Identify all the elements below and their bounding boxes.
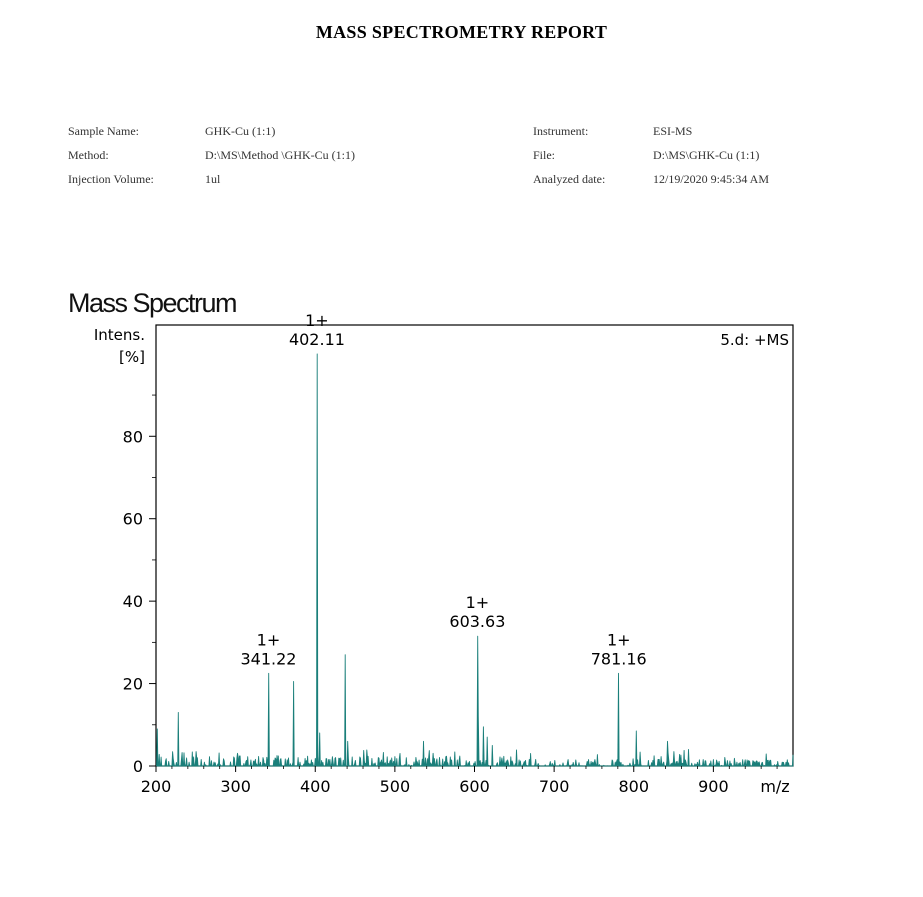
method-value: D:\MS\Method \GHK-Cu (1:1) bbox=[205, 148, 355, 162]
peak-labels bbox=[240, 311, 646, 668]
peak-charge-label: 1+ bbox=[256, 630, 281, 650]
peak-mz-label: 341.22 bbox=[240, 649, 297, 669]
y-tick-label: 20 bbox=[122, 674, 143, 694]
peak-mz-label: 603.63 bbox=[449, 612, 506, 632]
x-tick-label: 300 bbox=[220, 777, 251, 796]
x-tick-label: 200 bbox=[140, 777, 172, 796]
spectrum-trace bbox=[156, 354, 793, 766]
report-title: MASS SPECTROMETRY REPORT bbox=[315, 22, 608, 42]
plot-frame bbox=[156, 325, 793, 766]
y-axis-title-line1: Intens. bbox=[93, 326, 145, 344]
injection-volume-label: Injection Volume: bbox=[68, 172, 154, 186]
peak-charge-label: 1+ bbox=[305, 310, 329, 330]
axes-layer bbox=[123, 395, 777, 796]
instrument-value: ESI-MS bbox=[653, 124, 693, 138]
x-tick-label: 700 bbox=[538, 777, 570, 796]
chart-title: Mass Spectrum bbox=[68, 288, 237, 318]
x-axis-title: m/z bbox=[760, 777, 790, 796]
y-tick-label: 0 bbox=[132, 757, 143, 776]
file-value: D:\MS\GHK-Cu (1:1) bbox=[653, 148, 760, 162]
trace-label: 5.d: +MS bbox=[720, 331, 789, 349]
x-tick-label: 400 bbox=[299, 777, 331, 796]
x-tick-label: 900 bbox=[698, 777, 729, 796]
y-tick-label: 80 bbox=[122, 427, 143, 447]
method-label: Method: bbox=[68, 148, 109, 162]
peak-mz-label: 402.11 bbox=[288, 329, 345, 349]
analyzed-date-value: 12/19/2020 9:45:34 AM bbox=[653, 172, 770, 186]
y-tick-label: 40 bbox=[122, 592, 143, 612]
y-axis-title-line2: [%] bbox=[119, 348, 145, 366]
sample-name-value: GHK-Cu (1:1) bbox=[205, 124, 276, 138]
analyzed-date-label: Analyzed date: bbox=[533, 172, 606, 186]
peak-charge-label: 1+ bbox=[465, 593, 490, 613]
injection-volume-value: 1ul bbox=[205, 172, 221, 186]
x-tick-label: 600 bbox=[459, 777, 490, 796]
spectrum-line bbox=[156, 354, 793, 766]
x-tick-label: 500 bbox=[379, 777, 411, 796]
y-tick-label: 60 bbox=[122, 509, 143, 529]
peak-charge-label: 1+ bbox=[606, 630, 631, 650]
file-label: File: bbox=[533, 148, 556, 162]
x-tick-label: 800 bbox=[618, 777, 650, 796]
sample-name-label: Sample Name: bbox=[68, 124, 139, 138]
peak-mz-label: 781.16 bbox=[590, 649, 647, 669]
instrument-label: Instrument: bbox=[533, 124, 589, 138]
